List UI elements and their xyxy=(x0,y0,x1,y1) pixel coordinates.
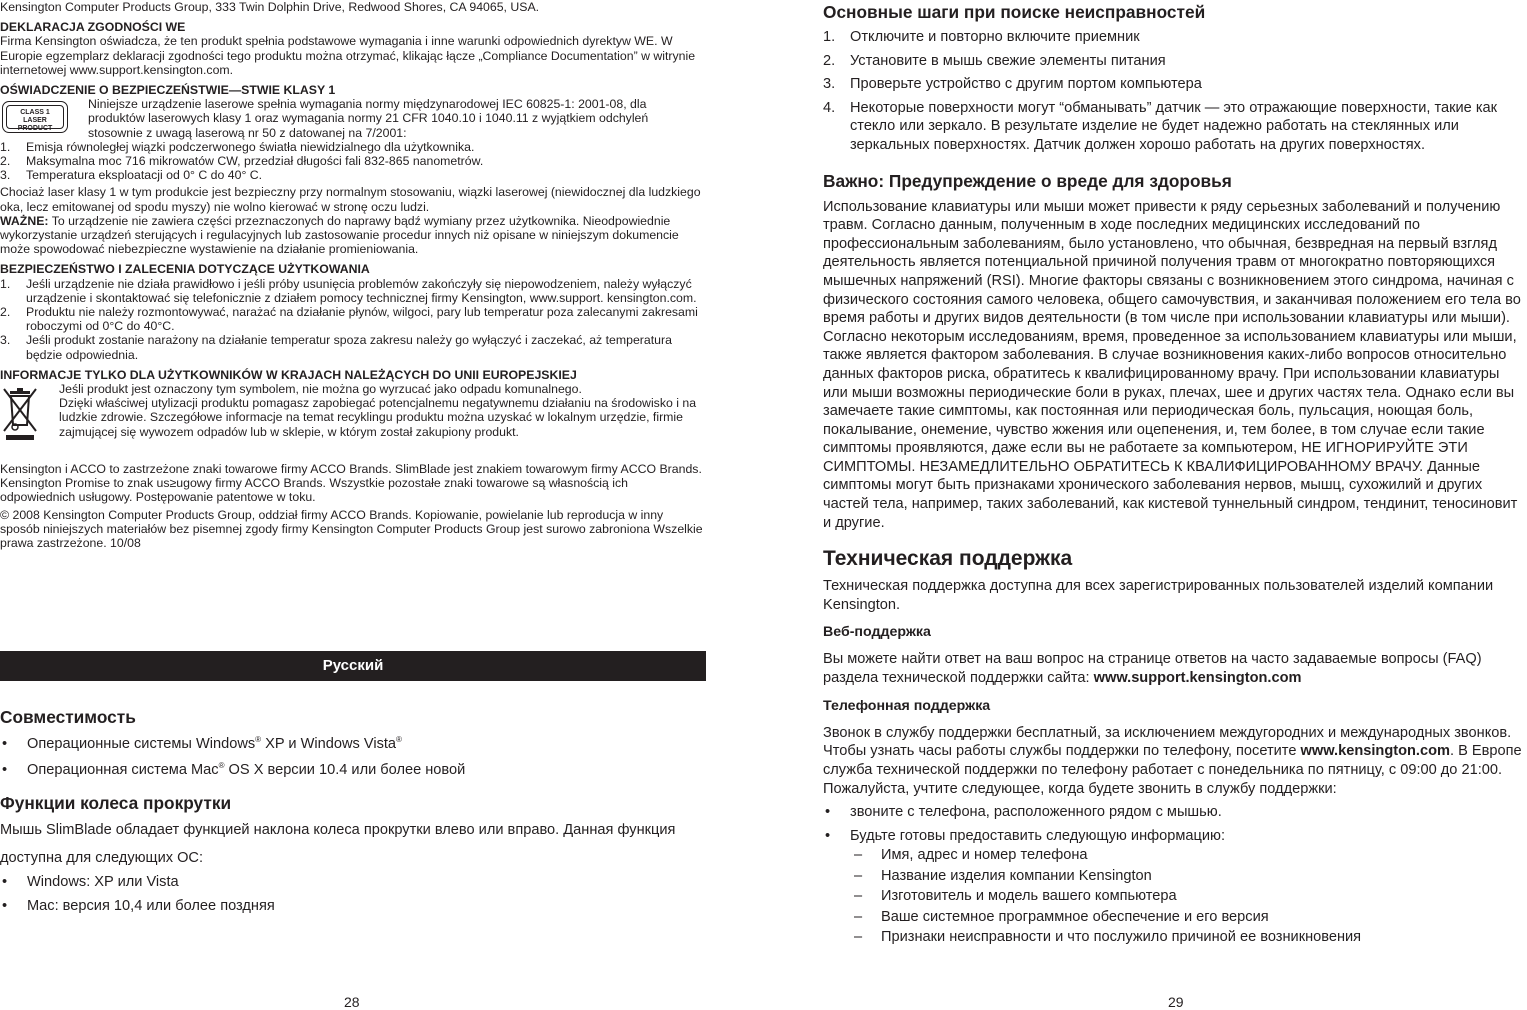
list-item: • Операционные системы Windows® XP и Windows Vista® xyxy=(2,735,402,752)
health-warning-text: Использование клавиатуры или мыши может привести к ряду серьезных заболеваний и получению травм. Согласно данным, полученным в ходе последних медицинских исследований по профессиональным заболеваниям, было установлено, что обычная, безвредная на первый взгляд деятельность является потенциальной причиной получения травм от многократно повторяющихся мышечных напряжений (RSI). Многие факторы связаны с возникновением этого синдрома, начиная с физического состояния самого человека, общего самочувствия, и заканчивая положением его тела во время работы и других видов деятельности (в том числе при использовании клавиатуры или мыши). Согласно некоторым исследованиям, время, проведенное за использованием клавиатуры или мыши, также является фактором заболевания. В случае возникновения каких-либо вопросов относительно данных факторов риска, обратитесь к квалифицированному врачу. При использовании клавиатуры или мыши возможны периодические боли в руках, плечах, шее и других частях тела. Однако если вы замечаете такие симптомы, как постоянная или периодическая боль, пульсация, ноющая боль, покалывание, онемение, чувство жжения или оцепенения, и, тем более, в том случае если такие симптомы проявляются, даже если вы не работаете за компьютером, НЕ ИГНОРИРУЙТЕ ЭТИ СИМПТОМЫ. НЕЗАМЕДЛИТЕЛЬНО ОБРАТИТЕСЬ К КВАЛИФИЦИРОВАННОМУ ВРАЧУ. Данные симптомы могут быть признаками хронического заболевания нервов, мышц, сухожилий и других частей тела, например, таких заболеваний, как кистевой туннельный синдром, тендинит, теносиновит и другие. xyxy=(823,198,1521,531)
kensington-site-link[interactable]: www.kensington.com xyxy=(1300,743,1450,760)
important-text: To urządzenie nie zawiera części przeznaczonych do naprawy bądź wymiany przez użytkownika. Nieodpowiednie wykorzystanie urządzeń sterujących i regulacyjnych lub zastosowanie procedur innych niż opisane w niniejszym dokumencie może spowodować niebezpieczne wystawienie na działanie promieniowania. xyxy=(0,213,679,257)
list-item: 1. Jeśli urządzenie nie działa prawidłowo i jeśli próby usunięcia problemów zakończyły się niepowodzeniem, należy wyłączyć urządzenie i skontaktować się telefonicznie z działem pomocy technicznej firmy Kensington, www.support. kensington.com. xyxy=(0,276,697,305)
laser-class-label-icon xyxy=(2,101,68,133)
list-item: – Имя, адрес и номер телефона xyxy=(854,847,1088,864)
required-info-list xyxy=(823,845,1527,948)
scroll-wheel-text: Мышь SlimBlade обладает функцией наклона колеса прокрутки влево или вправо. Данная функция xyxy=(0,822,676,838)
left-page-column xyxy=(0,0,706,550)
list-item: 2. Maksymalna moc 716 mikrowatów CW, przedział długości fali 832-865 nanometrów. xyxy=(0,154,484,169)
laser-statement xyxy=(0,97,706,140)
list-item: 1. Отключите и повторно включите приемник xyxy=(823,29,1140,45)
scroll-wheel-heading: Функции колеса прокрутки xyxy=(0,793,232,813)
list-item: – Ваше системное программное обеспечение и его версия xyxy=(854,908,1269,925)
laser-statement-text: Niniejsze urządzenie laserowe spełnia wymagania normy międzynarodowej IEC 60825-1: 2001-08, dla produktów laserowych klasy 1 oraz wymagania normy 21 CFR 1040.10 i 1040.11 z wyjątkiem odchyleń stosownie z uwagą laserową nr 50 z datowanej na 7/2001: xyxy=(88,97,649,140)
laser-note: Chociaż laser klasy 1 w tym produkcie jest bezpieczny przy normalnym stosowaniu, wiązki laserowej (niewidocznej dla ludzkiego oka, lecz emitowanej od spodu myszy) nie wolno kierować w stronę oczu ludzi. xyxy=(0,185,701,214)
laser-label-line-2: LASER PRODUCT xyxy=(17,117,53,133)
list-item: • Mac: версия 10,4 или более поздняя xyxy=(2,898,275,914)
list-item: • Windows: XP или Vista xyxy=(2,874,179,890)
safety-heading: BEZPIECZEŃSTWO I ZALECENIA DOTYCZĄCE UŻYTKOWANIA xyxy=(0,262,370,277)
list-item: 2. Produktu nie należy rozmontowywać, narażać na działanie płynów, wilgoci, pary lub temperatur poza zalecanymi zakresami roboczymi od 0°C do 40°C. xyxy=(0,305,698,334)
trademark-notice: Kensington i ACCO to zastrzeżone znaki towarowe firmy ACCO Brands. SlimBlade jest znakiem towarowym firmy ACCO Brands. Kensington Promise to znak us≥ugowy firmy ACCO Brands. Wszystkie pozostałe znaki towarowe są własnością ich odpowiednich usługowy. Postępowanie patentowe w toku. xyxy=(0,462,702,505)
laser-spec-list xyxy=(0,140,706,183)
scroll-wheel-text-2: доступна для следующих ОС: xyxy=(0,850,204,866)
phone-support-text: Звонок в службу поддержки бесплатный, за исключением междугородних и международных звонков. Чтобы узнать часы работы службы поддержки по телефону, посетите www.kensington.com. В Европе служба технической поддержки по телефону работает с понедельника по пятницу, с 09:00 до 21:00. xyxy=(823,724,1522,778)
weee-line-1: Jeśli produkt jest oznaczony tym symbolem, nie można go wyrzucać jako odpadu komunalnego. xyxy=(59,382,582,397)
weee-statement xyxy=(0,382,706,440)
important-warning xyxy=(0,214,706,257)
right-page-column xyxy=(823,0,1527,948)
eu-info-heading: INFORMACJE TYLKO DLA UŻYTKOWNIKÓW W KRAJACH NALEŻĄCYCH DO UNII EUROPEJSKIEJ xyxy=(0,367,577,382)
list-item: 3. Jeśli produkt zostanie narażony na działanie temperatur spoza zakresu należy go wyłączyć i zaczekać, aż temperatura będzie odpowiednia. xyxy=(0,333,672,362)
ce-declaration-text: Firma Kensington oświadcza, że ten produkt spełnia podstawowe wymagania i inne warunki odpowiednich dyrektyw WE. W Europie egzemplarz deklaracji zgodności tego produktu można otrzymać, klikając łącze „Compliance Documentation” w witrynie internetowej www.support.kensington.com. xyxy=(0,34,696,77)
weee-line-2: Dzięki właściwej utylizacji produktu pomagasz zapobiegać potencjalnemu negatywnemu działaniu na środowisko i na ludzkie zdrowie. Szczegółowe informacje na temat recyklingu produktu można uzyskać w lokalnym urzędzie, firmie zajmującej się wywozem odpadów lub w sklepie, w którym został zakupiony produkt. xyxy=(59,396,697,439)
health-warning-heading: Важно: Предупреждение о вреде для здоровья xyxy=(823,170,1232,191)
list-item: • Будьте готовы предоставить следующую информацию: xyxy=(825,827,1226,844)
compatibility-heading: Совместимость xyxy=(0,707,136,727)
copyright-notice: © 2008 Kensington Computer Products Group, oddział firmy ACCO Brands. Kopiowanie, powielanie lub reproducja w inny sposób niniejszych materiałów bez pisemnej zgody firmy Kensington Computer Products Group jest surowo zabroniona Wszelkie prawa zastrzeżone. 10/08 xyxy=(0,507,703,551)
compatibility-list xyxy=(0,734,706,780)
list-item: 2. Установите в мышь свежие элементы питания xyxy=(823,52,1166,69)
list-item: 3. Проверьте устройство с другим портом компьютера xyxy=(823,76,1202,93)
list-item: 3. Temperatura eksploatacji od 0° C do 40° C. xyxy=(0,168,263,183)
list-item: • Операционная система Mac® OS X версии 10.4 или более новой xyxy=(2,761,466,778)
page-number-left: 28 xyxy=(344,994,360,1010)
phone-support-heading: Телефонная поддержка xyxy=(823,698,991,715)
safety-list xyxy=(0,277,706,362)
language-section-bar: Русский xyxy=(0,651,706,681)
laser-label-line-1: CLASS 1 xyxy=(20,109,50,117)
list-item: 1. Emisja równoległej wiązki podczerwonego światła niewidzialnego dla użytkownika. xyxy=(0,139,475,154)
tech-support-text: Техническая поддержка доступна для всех зарегистрированных пользователей изделий компании Kensington. xyxy=(823,578,1494,613)
scroll-os-list xyxy=(0,872,706,916)
crossed-bin-icon xyxy=(0,385,40,441)
laser-safety-heading: OŚWIADCZENIE O BEZPIECZEŃSTWIE—STWIE KLASY 1 xyxy=(0,83,336,98)
troubleshooting-heading: Основные шаги при поиске неисправностей xyxy=(823,2,1206,22)
web-support-text: Вы можете найти ответ на ваш вопрос на странице ответов на часто задаваемые вопросы (FAQ) раздела технической поддержки сайта: www.support.kensington.com xyxy=(823,651,1482,686)
list-item: 4. Некоторые поверхности могут “обманывать” датчик — это отражающие поверхности, такие как стекло или зеркало. В результате изделие не будет надежно работать на стеклянных или зеркальных поверхностях. Датчик должен хорошо работать на других поверхностях. xyxy=(823,99,1498,153)
web-support-heading: Веб-поддержка xyxy=(823,624,931,641)
support-site-link[interactable]: www.support.kensington.com xyxy=(1093,669,1302,686)
troubleshooting-list xyxy=(823,28,1527,155)
list-item: – Изготовитель и модель вашего компьютера xyxy=(854,888,1177,905)
company-address: Kensington Computer Products Group, 333 Twin Dolphin Drive, Redwood Shores, CA 94065, USA. xyxy=(0,0,540,14)
russian-left-section xyxy=(0,706,706,916)
list-item: • звоните с телефона, расположенного рядом с мышью. xyxy=(825,804,1222,821)
phone-support-note: Пожалуйста, учтите следующее, когда будете звонить в службу поддержки: xyxy=(823,780,1337,797)
ce-declaration-heading: DEKLARACJA ZGODNOŚCI WE xyxy=(0,20,186,35)
page-number-right: 29 xyxy=(1168,994,1184,1010)
list-item: – Признаки неисправности и что послужило причиной ее возникновения xyxy=(854,929,1362,946)
phone-tips-list xyxy=(823,803,1527,845)
important-label: WAŻNE: xyxy=(0,213,49,228)
tech-support-heading: Техническая поддержка xyxy=(823,547,1073,571)
list-item: – Название изделия компании Kensington xyxy=(854,867,1152,884)
